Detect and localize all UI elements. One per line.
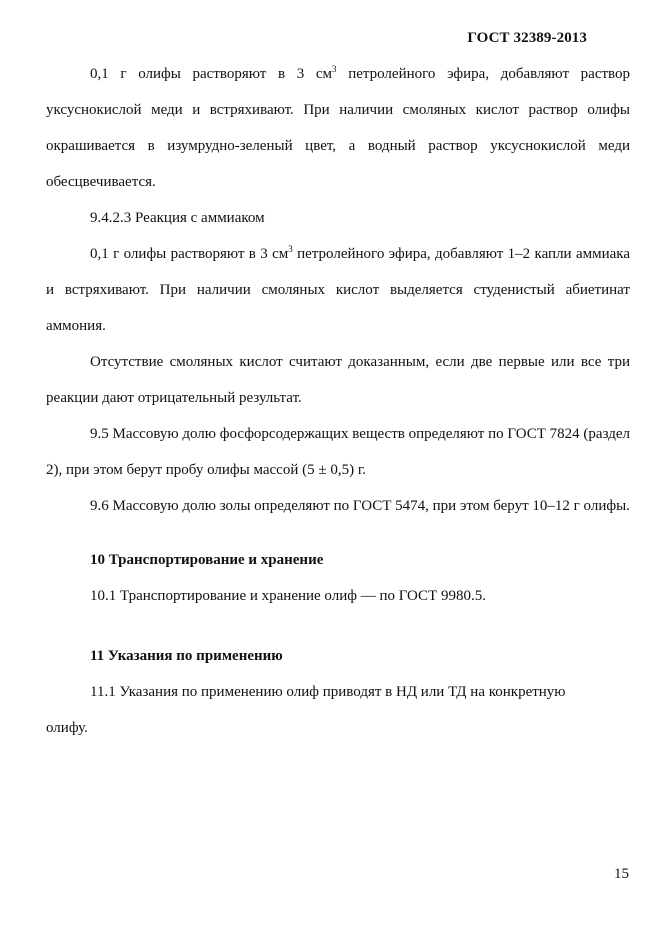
paragraph-conclusion: Отсутствие смоляных кислот считают доказанным, если две первые или все три реакции дают отрицательный результат. (46, 354, 630, 406)
paragraph-11-1: 11.1 Указания по применению олиф приводят в НД или ТД на конкретную олифу. (46, 684, 566, 736)
text-segment: 0,1 г олифы растворяют в 3 см (90, 66, 333, 82)
text-segment: 0,1 г олифы растворяют в 3 см (90, 246, 289, 262)
document-header: ГОСТ 32389-2013 (467, 30, 587, 46)
subsection-heading-9-4-2-3: 9.4.2.3 Реакция с аммиаком (90, 210, 265, 226)
section-title-11: 11 Указания по применению (90, 648, 283, 664)
document-body (46, 56, 630, 746)
spacer (46, 524, 630, 542)
superscript: 3 (332, 64, 337, 74)
paragraph-9-6: 9.6 Массовую долю золы определяют по ГОСТ 5474, при этом берут 10–12 г олифы. (90, 498, 630, 514)
text-segment: петролейного эфира, добавляют 1–2 капли аммиака и встряхивают. При наличии смоляных кислот выделяется студенистый абиетинат аммония. (46, 246, 630, 334)
paragraph-10-1: 10.1 Транспортирование и хранение олиф — по ГОСТ 9980.5. (90, 588, 486, 604)
paragraph-9-5: 9.5 Массовую долю фосфорсодержащих веществ определяют по ГОСТ 7824 (раздел 2), при этом берут пробу олифы массой (5 ± 0,5) г. (46, 426, 630, 478)
paragraph-copper-acetate-reaction (46, 56, 630, 200)
section-title-10: 10 Транспортирование и хранение (90, 552, 324, 568)
paragraph-ammonia-reaction (46, 236, 630, 344)
superscript: 3 (288, 244, 293, 254)
text-segment: петролейного эфира, добавляют раствор уксуснокислой меди и встряхивают. При наличии смоляных кислот раствор олифы окрашивается в изумрудно-зеленый цвет, а водный раствор уксуснокислой меди обесцвечивается. (46, 66, 631, 190)
page-number: 15 (614, 866, 629, 882)
spacer (46, 614, 630, 638)
